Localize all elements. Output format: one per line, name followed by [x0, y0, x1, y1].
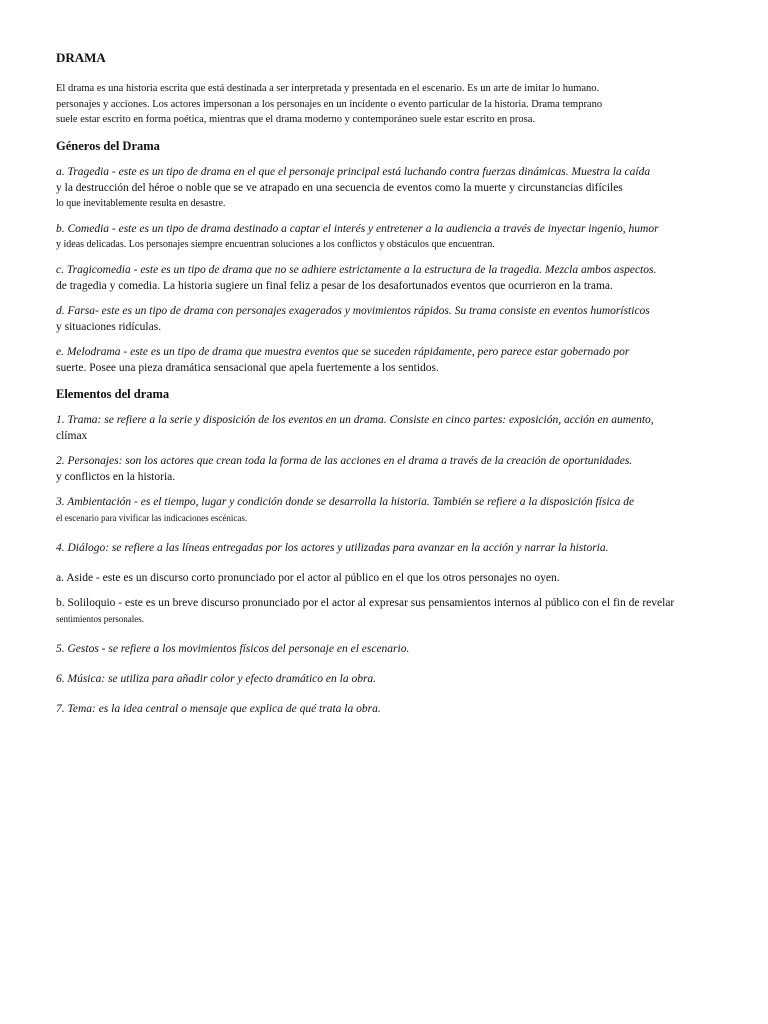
genres-heading: Géneros del Drama	[56, 138, 160, 153]
element-personajes	[56, 453, 716, 485]
element-soliloquio	[56, 595, 716, 627]
element-musica	[56, 671, 716, 687]
genre-farsa-line-2: y situaciones ridículas.	[56, 320, 162, 333]
element-trama-lead: 1. Trama: se refiere a la serie y disposición de los eventos en un drama. Consiste en cinco partes: exposición, acción en aumento,	[56, 413, 654, 426]
element-dialogo-lead: 4. Diálogo: se refiere a las líneas entregadas por los actores y utilizadas para avanzar en la acción y narrar la historia.	[56, 541, 609, 554]
element-tema	[56, 701, 716, 717]
genre-tragedia-line-2: y la destrucción del héroe o noble que se ve atrapado en una secuencia de eventos como la muerte y circunstancias difíciles	[56, 181, 623, 194]
intro-line-3: suele estar escrito en forma poética, mientras que el drama moderno y contemporáneo suele estar escrito en prosa.	[56, 114, 536, 125]
element-soliloquio-lead: b. Soliloquio - este es un breve discurso pronunciado por el actor al expresar sus pensamientos internos al público con el fin de revelar	[56, 596, 675, 609]
element-ambientacion	[56, 494, 716, 526]
element-gestos	[56, 641, 716, 657]
document-body	[56, 48, 716, 726]
genre-farsa	[56, 303, 716, 335]
genre-comedia-lead: b. Comedia - este es un tipo de drama destinado a captar el interés y entretener a la audiencia a través de inyectar ingenio, humor	[56, 222, 659, 235]
genre-melodrama-lead: e. Melodrama - este es un tipo de drama que muestra eventos que se suceden rápidamente, pero parece estar gobernado por	[56, 345, 630, 358]
element-aside	[56, 570, 716, 586]
intro-line-2: personajes y acciones. Los actores impersonan a los personajes en un incidente o evento particular de la historia. Drama temprano	[56, 98, 603, 110]
element-soliloquio-line-2: sentimientos personales.	[56, 613, 144, 624]
elements-heading: Elementos del drama	[56, 386, 170, 401]
element-aside-text: a. Aside - este es un discurso corto pronunciado por el actor al público en el que los otros personajes no oyen.	[56, 571, 560, 584]
element-musica-lead: 6. Música: se utiliza para añadir color y efecto dramático en la obra.	[56, 672, 377, 685]
element-personajes-line-2: y conflictos en la historia.	[56, 470, 176, 483]
element-tema-lead: 7. Tema: es la idea central o mensaje que explica de qué trata la obra.	[56, 702, 381, 715]
genre-tragicomedia-lead: c. Tragicomedia - este es un tipo de drama que no se adhiere estrictamente a la estructura de la tragedia. Mezcla ambos aspectos.	[56, 263, 657, 276]
genre-tragedia	[56, 164, 716, 212]
genre-melodrama	[56, 344, 716, 376]
genre-comedia	[56, 221, 716, 253]
genre-tragedia-line-3: lo que inevitablemente resulta en desastre.	[56, 197, 226, 209]
intro-line-1: El drama es una historia escrita que está destinada a ser interpretada y presentada en el escenario. Es un arte de imitar lo humano.	[56, 83, 600, 94]
document-title: DRAMA	[56, 50, 106, 65]
element-trama-line-2: clímax	[56, 429, 88, 442]
genre-tragicomedia-line-2: de tragedia y comedia. La historia sugiere un final feliz a pesar de los desafortunados eventos que ocurrieron en la trama.	[56, 279, 613, 292]
element-trama	[56, 412, 716, 444]
intro-paragraph	[56, 81, 716, 128]
element-dialogo	[56, 540, 716, 556]
genre-melodrama-line-2: suerte. Posee una pieza dramática sensacional que apela fuertemente a los sentidos.	[56, 361, 439, 374]
genre-farsa-lead: d. Farsa- este es un tipo de drama con personajes exagerados y movimientos rápidos. Su trama consiste en eventos humorísticos	[56, 304, 650, 317]
genre-comedia-line-2: y ideas delicadas. Los personajes siempre encuentran soluciones a los conflictos y obstáculos que encuentran.	[56, 238, 495, 250]
genre-tragicomedia	[56, 262, 716, 294]
genre-tragedia-lead: a. Tragedia - este es un tipo de drama en el que el personaje principal está luchando contra fuerzas dinámicas. Muestra la caída	[56, 165, 651, 178]
element-gestos-lead: 5. Gestos - se refiere a los movimientos físicos del personaje en el escenario.	[56, 642, 410, 655]
element-ambientacion-lead: 3. Ambientación - es el tiempo, lugar y condición donde se desarrolla la historia. También se refiere a la disposición física de	[56, 495, 635, 508]
element-personajes-lead: 2. Personajes: son los actores que crean toda la forma de las acciones en el drama a través de la creación de oportunidades.	[56, 454, 633, 467]
element-ambientacion-line-2: el escenario para vivificar las indicaciones escénicas.	[56, 512, 248, 523]
